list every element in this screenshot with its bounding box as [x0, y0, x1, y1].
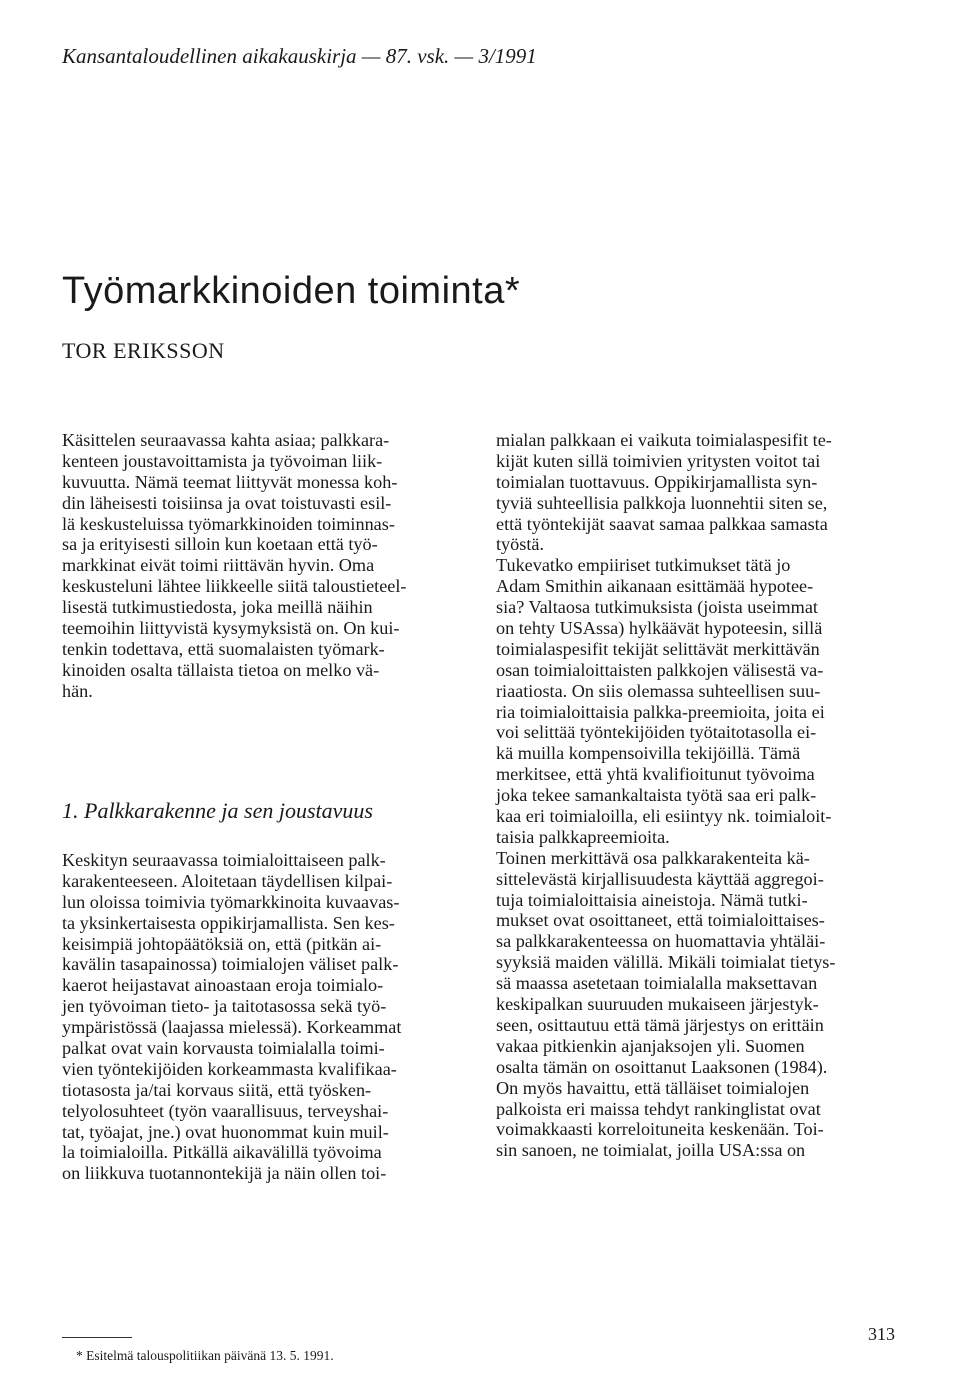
text-line: kijät kuten sillä toimivien yritysten voitot tai	[496, 450, 821, 471]
intro-paragraph	[62, 430, 472, 702]
text-line: ta yksinkertaisesta oppikirjamallista. Sen kes-	[62, 912, 395, 933]
text-line: ria toimialoittaisia palkka-preemioita, joita ei	[496, 701, 825, 722]
text-line: vien työntekijöiden korkeammasta kvalifikaa-	[62, 1058, 397, 1079]
text-line: voimakkaasti korreloituneita keskenään. Toi-	[496, 1119, 824, 1140]
text-line: markkinat eivät toimi riittävän hyvin. Oma	[62, 555, 375, 576]
footnote: * Esitelmä talouspolitiikan päivänä 13. 5. 1991.	[76, 1348, 334, 1363]
text-line: joka tekee samankaltaista työtä saa eri palk-	[496, 785, 817, 806]
text-line: vakaa pitkienkin ajanjaksojen yli. Suomen	[496, 1035, 805, 1056]
text-line: kä muilla kompensoivilla tekijöillä. Tämä	[496, 743, 801, 764]
text-line: keskipalkan suuruuden mukaiseen järjestyk-	[496, 994, 819, 1015]
text-line: kaerot heijastavat ainoastaan eroja toimialo-	[62, 975, 384, 996]
page-number: 313	[868, 1324, 895, 1344]
text-line: Toinen merkittävä osa palkkarakenteita kä-	[496, 847, 810, 868]
text-line: osan toimialoittaisten palkkojen välisestä va-	[496, 659, 824, 680]
text-line: kaa eri toimialoilla, eli esiintyy nk. toimialoit-	[496, 806, 832, 827]
text-line: toimialan tuottavuus. Oppikirjamallista syn-	[496, 471, 818, 492]
text-line: Keskityn seuraavassa toimialoittaiseen palk-	[62, 850, 386, 870]
text-line: työstä.	[496, 534, 544, 555]
text-line: sa palkkarakenteessa on huomattavia yhtäläi-	[496, 931, 826, 952]
text-line: kinoiden osalta tällaista tietoa on melko vä-	[62, 659, 380, 680]
article-title: Työmarkkinoiden toiminta*	[62, 270, 521, 312]
text-line: kenteen joustavoittamista ja työvoiman liik-	[62, 450, 383, 471]
text-line: seen, osittautuu että tämä järjestys on erittäin	[496, 1014, 824, 1035]
text-line: osalta tämän on osoittanut Laaksonen (1984).	[496, 1056, 828, 1077]
text-line: kavälin tasapainossa) toimialojen väliset palk-	[62, 954, 399, 975]
text-line: tenkin todettava, että suomalaisten työmark-	[62, 638, 385, 659]
text-line: lisestä tutkimustiedosta, joka meillä näihin	[62, 597, 373, 618]
text-line: sia? Valtaosa tutkimuksista (joista useimmat	[496, 597, 818, 618]
text-line: palkoista eri maissa tehdyt rankinglistat ovat	[496, 1098, 821, 1119]
text-line: lä keskusteluissa työmarkkinoiden toiminnas-	[62, 513, 395, 534]
text-line: tyviä suhteellisia palkkoja luonnehtii siten se,	[496, 492, 828, 513]
text-line: että työntekijät saavat samaa palkkaa samasta	[496, 513, 828, 534]
text-line: keskusteluni lähtee liikkeelle siitä taloustieteel-	[62, 576, 407, 597]
text-line: keisimpiä johtopäätöksiä on, että (pitkän ai-	[62, 933, 382, 954]
text-line: kuvuutta. Nämä teemat liittyvät monessa koh-	[62, 471, 398, 492]
text-line: syyksiä maiden välillä. Mikäli toimialat tietys-	[496, 952, 836, 973]
section-heading: 1. Palkkarakenne ja sen joustavuus	[62, 798, 373, 823]
text-line: toimialaspesifit tekijät selittävät merkittävän	[496, 638, 820, 659]
text-line: on tehty USAssa) hylkäävät hypoteesin, sillä	[496, 618, 823, 639]
text-line: Tukevatko empiiriset tutkimukset tätä jo	[496, 555, 791, 576]
text-line: din läheisesti toisiinsa ja ovat toistuvasti esil-	[62, 492, 392, 513]
text-line: sa ja erityisesti silloin kun koetaan että työ-	[62, 534, 378, 555]
running-header: Kansantaloudellinen aikakauskirja — 87. vsk. — 3/1991	[62, 44, 537, 68]
text-line: mialan palkkaan ei vaikuta toimialaspesifit te-	[496, 430, 832, 450]
text-line: Käsittelen seuraavassa kahta asiaa; palkkara-	[62, 430, 390, 450]
text-line: merkitsee, että yhtä kvalifioitunut työvoima	[496, 764, 815, 785]
text-line: sä maassa asetetaan toimialalla maksettavan	[496, 973, 818, 994]
text-line: hän.	[62, 680, 93, 701]
text-line: tat, työajat, jne.) ovat huonommat kuin muil-	[62, 1121, 389, 1142]
text-line: on liikkuva tuotannontekijä ja näin ollen toi-	[62, 1163, 387, 1184]
text-line: la toimialoilla. Pitkällä aikavälillä työvoima	[62, 1142, 382, 1163]
text-line: riaatiosta. On siis olemassa suhteellisen suu-	[496, 680, 821, 701]
text-line: tiotasosta ja/tai korvaus siitä, että työsken-	[62, 1079, 372, 1100]
text-line: sittelevästä kirjallisuudesta käyttää aggregoi-	[496, 868, 824, 889]
footnote-rule	[62, 1337, 132, 1338]
text-line: telyolosuhteet (työn vaarallisuus, terveyshai-	[62, 1100, 389, 1121]
text-line: jen työvoiman tieto- ja taitotasossa sekä työ-	[62, 996, 387, 1017]
text-line: tuja toimialoittaisia aineistoja. Nämä tutki-	[496, 889, 808, 910]
section-paragraph	[62, 850, 472, 1184]
text-line: voi selittää työntekijöiden työtaitotasolla ei-	[496, 722, 817, 743]
text-line: palkat ovat vain korvausta toimialalla toimi-	[62, 1038, 385, 1059]
text-line: teemoihin liittyvistä kysymyksistä on. On kui-	[62, 618, 400, 639]
text-line: taisia palkkapreemioita.	[496, 826, 670, 847]
text-line: sin sanoen, ne toimialat, joilla USA:ssa on	[496, 1140, 806, 1161]
text-line: ympäristössä (laajassa mielessä). Korkeammat	[62, 1017, 402, 1038]
text-line: Adam Smithin aikanaan esittämää hypotee-	[496, 576, 814, 597]
text-line: mukset ovat osoittaneet, että toimialoittaises-	[496, 910, 825, 931]
text-line: lun oloissa toimivia työmarkkinoita kuvaavas-	[62, 891, 400, 912]
text-line: karakenteeseen. Aloitetaan täydellisen kilpai-	[62, 870, 393, 891]
text-line: On myös havaittu, että tälläiset toimialojen	[496, 1077, 810, 1098]
right-column-text	[496, 430, 908, 1161]
article-author: TOR ERIKSSON	[62, 338, 225, 363]
